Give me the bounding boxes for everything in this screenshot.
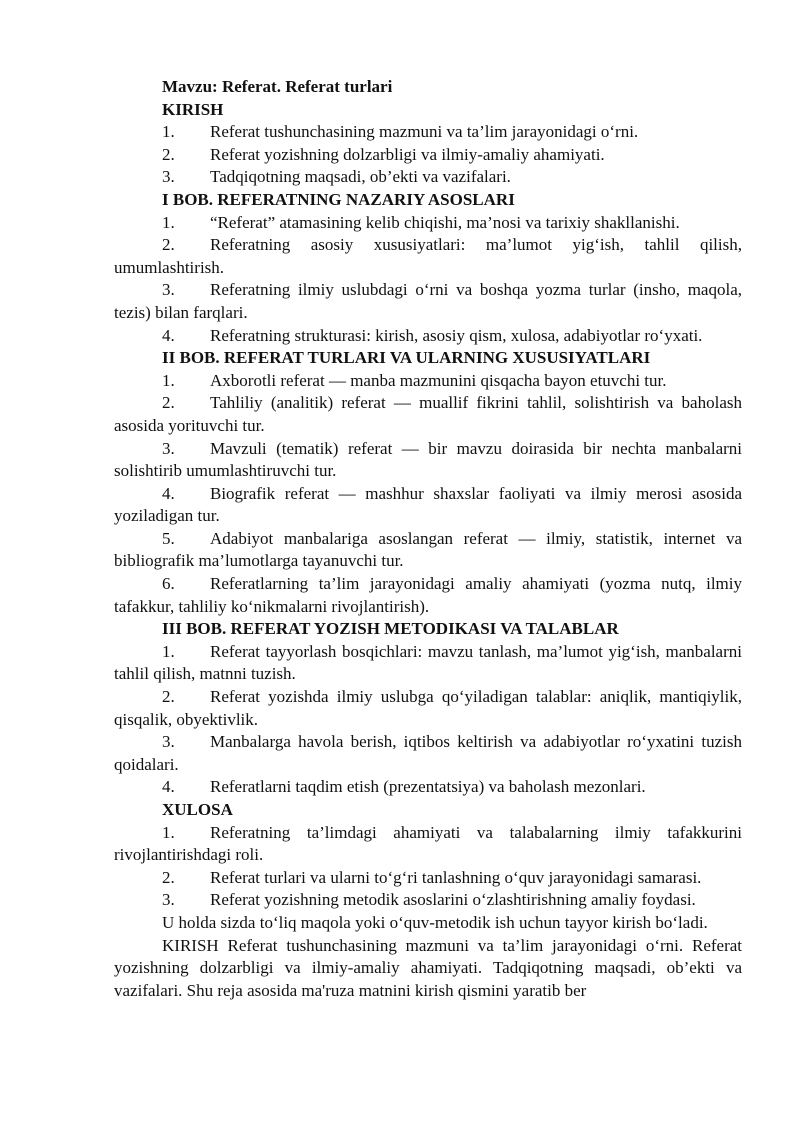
item-text: Manbalarga havola berish, iqtibos keltirish va adabiyotlar ro‘yxatini tuzish qoidalari. xyxy=(114,732,742,774)
item-number: 4. xyxy=(162,325,175,345)
list-item xyxy=(114,212,742,235)
item-text: Mavzuli (tematik) referat — bir mavzu doirasida bir nechta manbalarni solishtirib umumlashtiruvchi tur. xyxy=(114,438,742,481)
item-text: Referat yozishning dolzarbligi va ilmiy-amaliy ahamiyati. xyxy=(210,144,605,164)
item-text: Referat tayyorlash bosqichlari: mavzu tanlash, ma’lumot yig‘ish, manbalarni tahlil qilish, matnni tuzish. xyxy=(114,641,742,684)
body-paragraph: U holda sizda to‘liq maqola yoki o‘quv-metodik ish uchun tayyor kirish bo‘ladi. xyxy=(162,912,708,932)
list-item xyxy=(114,822,742,867)
item-text: Referatlarning ta’lim jarayonidagi amaliy ahamiyati (yozma nutq, ilmiy tafakkur, tahliliy ko‘nikmalarni rivojlantirish). xyxy=(114,574,742,616)
section-heading-xulosa: XULOSA xyxy=(162,800,233,819)
item-text: Referatning ilmiy uslubdagi o‘rni va boshqa yozma turlar (insho, maqola, tezis) bilan farqlari. xyxy=(114,280,742,322)
list-item xyxy=(114,528,742,573)
item-number: 3. xyxy=(162,732,175,752)
list-item xyxy=(114,279,742,324)
item-text: Referat yozishning metodik asoslarini o‘zlashtirishning amaliy foydasi. xyxy=(210,890,696,910)
section-heading-chapter-3: III BOB. REFERAT YOZISH METODIKASI VA TALABLAR xyxy=(162,619,619,639)
item-number: 2. xyxy=(162,144,175,164)
list-item xyxy=(114,483,742,528)
item-text: Referatning asosiy xususiyatlari: ma’lumot yig‘ish, tahlil qilish, umumlashtirish. xyxy=(114,235,742,277)
item-number: 2. xyxy=(162,235,175,255)
item-number: 2. xyxy=(162,687,175,707)
list-item xyxy=(114,144,742,167)
list-item xyxy=(114,234,742,279)
item-text: Referat tushunchasining mazmuni va ta’lim jarayonidagi o‘rni. xyxy=(210,122,639,142)
item-number: 1. xyxy=(162,370,175,390)
list-item xyxy=(114,889,742,912)
list-item xyxy=(114,166,742,189)
list-item xyxy=(114,686,742,731)
item-number: 4. xyxy=(162,777,175,797)
item-number: 3. xyxy=(162,167,175,187)
list-item xyxy=(114,438,742,483)
list-item xyxy=(114,370,742,393)
section-heading-chapter-2: II BOB. REFERAT TURLARI VA ULARNING XUSUSIYATLARI xyxy=(162,348,651,368)
list-item xyxy=(114,325,742,348)
item-number: 3. xyxy=(162,438,175,458)
item-text: Referatning strukturasi: kirish, asosiy qism, xulosa, adabiyotlar ro‘yxati. xyxy=(210,325,703,345)
document-page xyxy=(114,76,742,1002)
item-number: 2. xyxy=(162,867,175,887)
section-heading-chapter-1: I BOB. REFERATNING NAZARIY ASOSLARI xyxy=(162,189,515,209)
item-text: Tahliliy (analitik) referat — muallif fikrini tahlil, solishtirish va baholash asosida yorituvchi tur. xyxy=(114,393,742,435)
item-text: Biografik referat — mashhur shaxslar faoliyati va ilmiy merosi asosida yoziladigan tur. xyxy=(114,483,742,526)
section-heading-kirish: KIRISH xyxy=(162,99,224,119)
item-text: Referatlarni taqdim etish (prezentatsiya) va baholash mezonlari. xyxy=(210,777,646,797)
document-title: Mavzu: Referat. Referat turlari xyxy=(162,77,393,96)
item-number: 1. xyxy=(162,212,175,232)
body-paragraph: KIRISH Referat tushunchasining mazmuni va ta’lim jarayonidagi o‘rni. Referat yozishning dolzarbligi va ilmiy-amaliy ahamiyati. Tadqiqotning maqsadi, ob’ekti va vazifalari. Shu reja asosida ma'ruza matnini kirish qismini yaratib ber xyxy=(114,935,742,1000)
item-text: “Referat” atamasining kelib chiqishi, ma’nosi va tarixiy shakllanishi. xyxy=(210,212,680,232)
item-text: Referatning ta’limdagi ahamiyati va talabalarning ilmiy tafakkurini rivojlantirishdagi roli. xyxy=(114,822,742,865)
list-item xyxy=(114,641,742,686)
item-text: Referat turlari va ularni to‘g‘ri tanlashning o‘quv jarayonidagi samarasi. xyxy=(210,867,702,887)
list-item xyxy=(114,121,742,144)
item-number: 1. xyxy=(162,122,175,142)
item-text: Axborotli referat — manba mazmunini qisqacha bayon etuvchi tur. xyxy=(210,370,667,390)
list-item xyxy=(114,776,742,799)
item-text: Tadqiqotning maqsadi, ob’ekti va vazifalari. xyxy=(210,167,511,187)
item-number: 4. xyxy=(162,483,175,503)
item-number: 1. xyxy=(162,641,175,661)
item-number: 6. xyxy=(162,574,175,594)
item-number: 3. xyxy=(162,890,175,910)
item-number: 5. xyxy=(162,528,175,548)
item-number: 3. xyxy=(162,280,175,300)
list-item xyxy=(114,573,742,618)
list-item xyxy=(114,867,742,890)
item-text: Adabiyot manbalariga asoslangan referat — ilmiy, statistik, internet va bibliografik ma’lumotlarga tayanuvchi tur. xyxy=(114,528,742,571)
item-number: 1. xyxy=(162,822,175,842)
list-item xyxy=(114,731,742,776)
list-item xyxy=(114,392,742,437)
item-number: 2. xyxy=(162,393,175,413)
item-text: Referat yozishda ilmiy uslubga qo‘yiladigan talablar: aniqlik, mantiqiylik, qisqalik, obyektivlik. xyxy=(114,687,742,729)
